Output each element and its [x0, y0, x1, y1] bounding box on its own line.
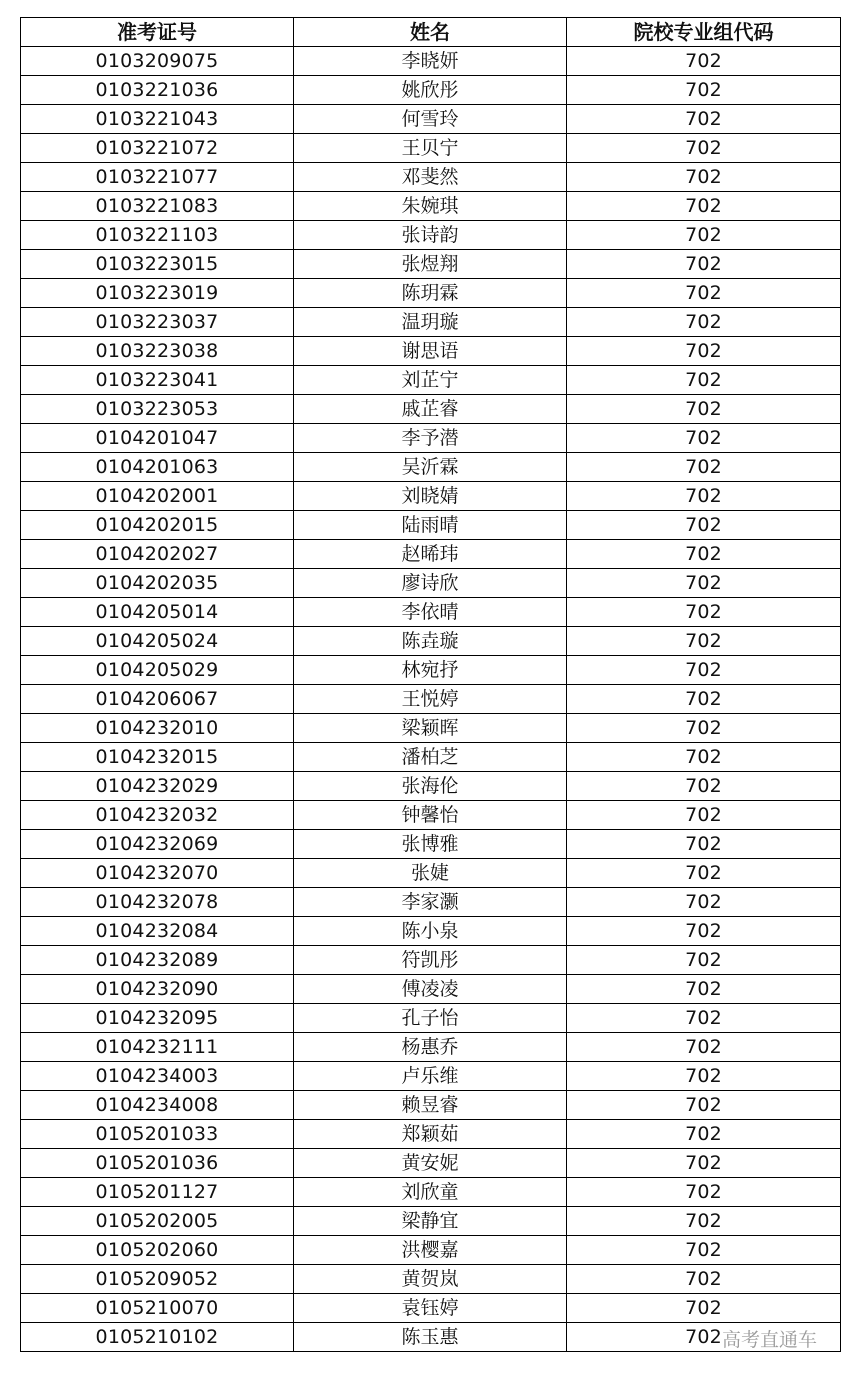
cell-group-code: 702	[567, 47, 841, 76]
cell-name: 赵晞玮	[294, 540, 567, 569]
cell-group-code: 702	[567, 337, 841, 366]
cell-name: 钟馨怡	[294, 801, 567, 830]
table-row	[21, 482, 841, 511]
cell-exam-number: 0104232111	[21, 1033, 294, 1062]
cell-exam-number: 0104205014	[21, 598, 294, 627]
cell-exam-number: 0105210070	[21, 1294, 294, 1323]
cell-group-code: 702	[567, 105, 841, 134]
cell-group-code: 702	[567, 888, 841, 917]
cell-exam-number: 0104232078	[21, 888, 294, 917]
column-header-exam-number: 准考证号	[21, 18, 294, 47]
cell-exam-number: 0105209052	[21, 1265, 294, 1294]
cell-group-code: 702	[567, 1062, 841, 1091]
cell-name: 袁钰婷	[294, 1294, 567, 1323]
cell-name: 李予潜	[294, 424, 567, 453]
cell-name: 张诗韵	[294, 221, 567, 250]
cell-exam-number: 0104232015	[21, 743, 294, 772]
cell-group-code: 702	[567, 163, 841, 192]
table-row	[21, 685, 841, 714]
cell-name: 刘欣童	[294, 1178, 567, 1207]
table-row	[21, 569, 841, 598]
cell-exam-number: 0104202035	[21, 569, 294, 598]
cell-name: 李依晴	[294, 598, 567, 627]
cell-group-code: 702	[567, 395, 841, 424]
cell-name: 温玥璇	[294, 308, 567, 337]
cell-exam-number: 0105202005	[21, 1207, 294, 1236]
cell-exam-number: 0104232070	[21, 859, 294, 888]
cell-group-code: 702	[567, 714, 841, 743]
cell-group-code: 702	[567, 1033, 841, 1062]
table-row	[21, 337, 841, 366]
table-row	[21, 1294, 841, 1323]
table-row	[21, 540, 841, 569]
table-row	[21, 1004, 841, 1033]
cell-exam-number: 0104232095	[21, 1004, 294, 1033]
cell-name: 吴沂霖	[294, 453, 567, 482]
table-row	[21, 1236, 841, 1265]
table-row	[21, 47, 841, 76]
cell-group-code: 702	[567, 250, 841, 279]
cell-name: 陈玥霖	[294, 279, 567, 308]
cell-name: 廖诗欣	[294, 569, 567, 598]
cell-name: 潘柏芝	[294, 743, 567, 772]
table-row	[21, 250, 841, 279]
table-row	[21, 743, 841, 772]
table-row	[21, 1091, 841, 1120]
table-row	[21, 279, 841, 308]
cell-group-code: 702	[567, 1265, 841, 1294]
cell-group-code: 702	[567, 569, 841, 598]
cell-name: 张博雅	[294, 830, 567, 859]
cell-group-code: 702	[567, 656, 841, 685]
cell-exam-number: 0105202060	[21, 1236, 294, 1265]
cell-name: 陈玉惠	[294, 1323, 567, 1352]
cell-exam-number: 0104205029	[21, 656, 294, 685]
cell-exam-number: 0103223053	[21, 395, 294, 424]
table-row	[21, 1033, 841, 1062]
cell-group-code: 702	[567, 453, 841, 482]
table-row	[21, 163, 841, 192]
table-row	[21, 453, 841, 482]
cell-exam-number: 0103223041	[21, 366, 294, 395]
cell-exam-number: 0104201063	[21, 453, 294, 482]
table-header-row	[21, 18, 841, 47]
cell-exam-number: 0104202001	[21, 482, 294, 511]
cell-group-code: 702	[567, 76, 841, 105]
cell-exam-number: 0104234003	[21, 1062, 294, 1091]
cell-exam-number: 0104202027	[21, 540, 294, 569]
cell-exam-number: 0103221077	[21, 163, 294, 192]
cell-exam-number: 0104232029	[21, 772, 294, 801]
table-row	[21, 308, 841, 337]
cell-group-code: 702	[567, 1120, 841, 1149]
cell-group-code: 702	[567, 830, 841, 859]
table-row	[21, 975, 841, 1004]
table-row	[21, 772, 841, 801]
cell-exam-number: 0105201127	[21, 1178, 294, 1207]
cell-group-code: 702	[567, 1294, 841, 1323]
cell-exam-number: 0105201033	[21, 1120, 294, 1149]
cell-name: 洪樱嘉	[294, 1236, 567, 1265]
table-body	[21, 47, 841, 1352]
cell-exam-number: 0105201036	[21, 1149, 294, 1178]
table-row	[21, 627, 841, 656]
cell-name: 黄安妮	[294, 1149, 567, 1178]
cell-name: 符凯彤	[294, 946, 567, 975]
cell-exam-number: 0103223037	[21, 308, 294, 337]
cell-name: 朱婉琪	[294, 192, 567, 221]
cell-group-code: 702	[567, 598, 841, 627]
cell-name: 梁静宜	[294, 1207, 567, 1236]
cell-group-code: 702	[567, 946, 841, 975]
cell-exam-number: 0103221043	[21, 105, 294, 134]
table-row	[21, 134, 841, 163]
cell-group-code: 702	[567, 1323, 841, 1352]
cell-exam-number: 0104232084	[21, 917, 294, 946]
table-row	[21, 598, 841, 627]
table-row	[21, 656, 841, 685]
cell-exam-number: 0104232089	[21, 946, 294, 975]
table-row	[21, 1178, 841, 1207]
cell-group-code: 702	[567, 1091, 841, 1120]
cell-name: 李晓妍	[294, 47, 567, 76]
table-row	[21, 1149, 841, 1178]
cell-exam-number: 0103223019	[21, 279, 294, 308]
table-row	[21, 1207, 841, 1236]
cell-name: 陈小泉	[294, 917, 567, 946]
cell-exam-number: 0104205024	[21, 627, 294, 656]
cell-group-code: 702	[567, 192, 841, 221]
cell-exam-number: 0103221036	[21, 76, 294, 105]
table-row	[21, 830, 841, 859]
cell-group-code: 702	[567, 1236, 841, 1265]
table-row	[21, 917, 841, 946]
cell-exam-number: 0104232032	[21, 801, 294, 830]
cell-name: 王悦婷	[294, 685, 567, 714]
cell-name: 戚芷睿	[294, 395, 567, 424]
column-header-name: 姓名	[294, 18, 567, 47]
table-row	[21, 1062, 841, 1091]
cell-name: 傅凌凌	[294, 975, 567, 1004]
table-row	[21, 424, 841, 453]
admission-table	[20, 17, 841, 1352]
cell-group-code: 702	[567, 743, 841, 772]
cell-group-code: 702	[567, 221, 841, 250]
cell-name: 黄贺岚	[294, 1265, 567, 1294]
cell-exam-number: 0104234008	[21, 1091, 294, 1120]
cell-name: 郑颖茹	[294, 1120, 567, 1149]
watermark-text: 高考直通车	[722, 1329, 818, 1351]
cell-exam-number: 0104206067	[21, 685, 294, 714]
cell-group-code: 702	[567, 279, 841, 308]
table-row	[21, 888, 841, 917]
cell-exam-number: 0104232069	[21, 830, 294, 859]
cell-name: 张婕	[294, 859, 567, 888]
column-header-group-code: 院校专业组代码	[567, 18, 841, 47]
cell-group-code: 702	[567, 975, 841, 1004]
cell-name: 姚欣彤	[294, 76, 567, 105]
table-row	[21, 511, 841, 540]
cell-name: 杨惠乔	[294, 1033, 567, 1062]
cell-name: 邓斐然	[294, 163, 567, 192]
cell-group-code: 702	[567, 1004, 841, 1033]
cell-name: 卢乐维	[294, 1062, 567, 1091]
cell-exam-number: 0103221072	[21, 134, 294, 163]
table-row	[21, 801, 841, 830]
cell-group-code: 702	[567, 366, 841, 395]
table-row	[21, 76, 841, 105]
cell-exam-number: 0103209075	[21, 47, 294, 76]
cell-name: 刘晓婧	[294, 482, 567, 511]
cell-name: 林宛抒	[294, 656, 567, 685]
cell-name: 陈垚璇	[294, 627, 567, 656]
cell-group-code: 702	[567, 627, 841, 656]
cell-exam-number: 0104232010	[21, 714, 294, 743]
cell-name: 王贝宁	[294, 134, 567, 163]
cell-group-code: 702	[567, 424, 841, 453]
cell-group-code: 702	[567, 134, 841, 163]
cell-name: 张煜翔	[294, 250, 567, 279]
table-row	[21, 395, 841, 424]
cell-exam-number: 0104202015	[21, 511, 294, 540]
cell-exam-number: 0103223015	[21, 250, 294, 279]
table-row	[21, 714, 841, 743]
table-row	[21, 105, 841, 134]
cell-name: 张海伦	[294, 772, 567, 801]
cell-name: 孔子怡	[294, 1004, 567, 1033]
cell-group-code: 702	[567, 308, 841, 337]
cell-name: 刘芷宁	[294, 366, 567, 395]
table-row	[21, 1265, 841, 1294]
cell-name: 陆雨晴	[294, 511, 567, 540]
cell-exam-number: 0103221103	[21, 221, 294, 250]
cell-group-code: 702	[567, 685, 841, 714]
table-row	[21, 366, 841, 395]
table-row	[21, 946, 841, 975]
table-row	[21, 1323, 841, 1352]
cell-exam-number: 0103223038	[21, 337, 294, 366]
cell-name: 谢思语	[294, 337, 567, 366]
cell-group-code: 702	[567, 1149, 841, 1178]
cell-name: 梁颖晖	[294, 714, 567, 743]
cell-name: 李家灏	[294, 888, 567, 917]
cell-group-code: 702	[567, 482, 841, 511]
table-row	[21, 221, 841, 250]
cell-group-code: 702	[567, 1178, 841, 1207]
table-row	[21, 859, 841, 888]
table-row	[21, 1120, 841, 1149]
cell-group-code: 702	[567, 801, 841, 830]
cell-name: 赖昱睿	[294, 1091, 567, 1120]
cell-exam-number: 0104232090	[21, 975, 294, 1004]
cell-group-code: 702	[567, 917, 841, 946]
table-row	[21, 192, 841, 221]
cell-group-code: 702	[567, 772, 841, 801]
cell-exam-number: 0103221083	[21, 192, 294, 221]
cell-group-code: 702	[567, 1207, 841, 1236]
cell-group-code: 702	[567, 859, 841, 888]
cell-exam-number: 0105210102	[21, 1323, 294, 1352]
cell-name: 何雪玲	[294, 105, 567, 134]
cell-group-code: 702	[567, 540, 841, 569]
cell-group-code: 702	[567, 511, 841, 540]
cell-exam-number: 0104201047	[21, 424, 294, 453]
